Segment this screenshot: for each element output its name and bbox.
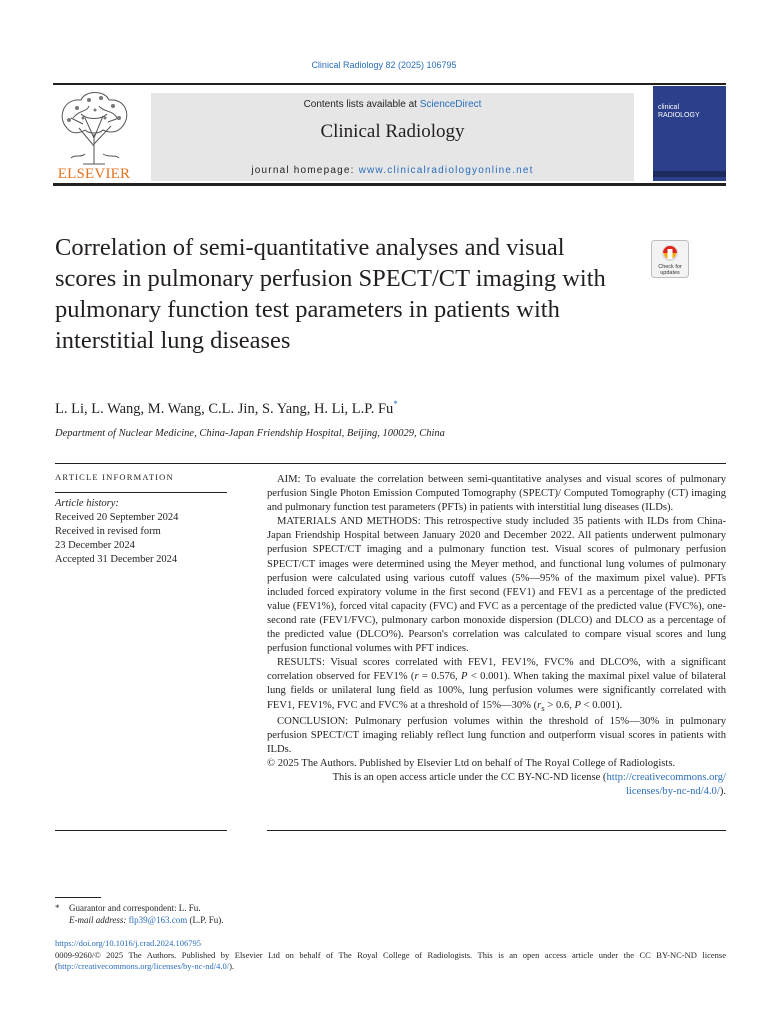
- header-top-rule: [53, 83, 726, 85]
- abstract: [267, 473, 726, 799]
- footnote-text: Guarantor and correspondent: L. Fu.: [69, 903, 201, 913]
- footnote-guarantor: [55, 902, 223, 914]
- history-received: Received 20 September 2024: [55, 512, 179, 523]
- sciencedirect-link[interactable]: ScienceDirect: [419, 99, 482, 110]
- abstract-methods: MATERIALS AND METHODS: This retrospective study included 35 patients with ILDs from China-Japan Friendship Hospital between January 2020 and December 2022. All patients underwent pulmonary perfusion SPECT/CT imaging and a pulmonary function test. Visual scores of pulmonary perfusion SPECT/CT images were determined using the Meyer method, and functional lung volumes of pulmonary perfusion were calculated using various cutoff values (5%—95% of the maximum pixel value). PFTs included forced expiratory volume in the first second (FEV1) and FEV1 as a percentage of the predicted value (FEV1%), forced vital capacity (FVC) and FVC as a percentage of the predicted value (FVC%), one-second rate (FEV1/FVC), pulmonary carbon monoxide dispersion (DLCO) and DLCO as a percentage of the predicted value (DLCO%). Pearson's correlation was calculated to compare visual scores and lung perfusion functional volumes with PFT indices.: [267, 516, 726, 655]
- email-suffix: (L.P. Fu).: [187, 915, 224, 925]
- elsevier-wordmark: ELSEVIER: [57, 166, 131, 182]
- results-r-symbol: r: [414, 671, 419, 683]
- contents-prefix: Contents lists available at: [303, 99, 420, 110]
- journal-header: [53, 86, 726, 182]
- homepage-prefix: journal homepage:: [251, 165, 359, 176]
- history-accepted: Accepted 31 December 2024: [55, 554, 178, 565]
- contents-available-line: [151, 99, 634, 110]
- article-info-bottom-rule: [55, 830, 227, 831]
- crossmark-line-1: Check for: [658, 264, 682, 270]
- author-names: L. Li, L. Wang, M. Wang, C.L. Jin, S. Yang, H. Li, L.P. Fu: [55, 400, 394, 417]
- license-suffix: ).: [719, 786, 726, 798]
- author-affiliation: Department of Nuclear Medicine, China-Japan Friendship Hospital, Beijing, 100029, China: [55, 428, 445, 439]
- header-bottom-rule: [53, 183, 726, 186]
- cover-line-2: RADIOLOGY: [658, 112, 700, 119]
- journal-name: Clinical Radiology: [320, 121, 465, 142]
- history-revised-label: Received in revised form: [55, 526, 161, 537]
- results-text-2: = 0.576,: [418, 671, 462, 683]
- article-history-label: Article history:: [55, 498, 119, 509]
- results-text-1: RESULTS: Visual scores correlated with FEV1, FEV1%, FVC% and DLCO%, with a significant correlation observed for FEV1% (: [267, 657, 726, 683]
- footnote-email: [55, 914, 223, 926]
- crossmark-line-2: updates: [660, 270, 680, 276]
- results-rs-subscript: s: [541, 702, 545, 713]
- issn-copyright-text: 0009-9260/© 2025 The Authors. Published by Elsevier Ltd on behalf of The Royal College of Radiologists. This is an open access article under the CC BY-NC-ND license (: [55, 950, 726, 971]
- article-title: Correlation of semi-quantitative analyses and visual scores in pulmonary perfusion SPECT/CT imaging with pulmonary function test parameters in patients with interstitial lung diseases: [55, 234, 606, 354]
- abstract-aim: AIM: To evaluate the correlation between semi-quantitative analyses and visual scores of pulmonary perfusion Single Photon Emission Computed Tomography (SPECT)/ Computed Tomography (CT) imaging and pulmonary function test parameters (PFTs) in patients with interstitial lung diseases (ILDs).: [267, 474, 726, 514]
- license-link-part-1[interactable]: http://creativecommons.org/: [606, 772, 726, 784]
- author-list: [55, 399, 398, 418]
- issn-copyright-notice: [55, 950, 726, 972]
- journal-masthead: [151, 93, 634, 181]
- email-label: E-mail address:: [69, 915, 129, 925]
- abstract-bottom-rule: [267, 830, 726, 831]
- corresponding-author-footnote: [55, 902, 223, 926]
- results-rs-symbol: r: [537, 699, 542, 711]
- results-p-symbol-2: P: [574, 699, 581, 711]
- abstract-conclusion: CONCLUSION: Pulmonary perfusion volumes within the threshold of 15%—30% in pulmonary perfusion SPECT/CT imaging reliably reflect lung function and outperform visual scores in patients with ILDs.: [267, 715, 726, 755]
- footnote-rule: [55, 897, 101, 898]
- journal-citation[interactable]: Clinical Radiology 82 (2025) 106795: [311, 60, 457, 70]
- article-info-separator: [55, 492, 227, 493]
- email-link[interactable]: flp39@163.com: [128, 915, 188, 925]
- article-info-top-rule: [55, 463, 726, 464]
- abstract-copyright: © 2025 The Authors. Published by Elsevier Ltd on behalf of The Royal College of Radiologists.: [267, 757, 676, 769]
- doi-link[interactable]: https://doi.org/10.1016/j.crad.2024.106795: [55, 938, 201, 948]
- results-p-symbol-1: P: [461, 671, 468, 683]
- corresponding-author-mark[interactable]: *: [393, 399, 398, 409]
- abstract-license: [267, 771, 726, 799]
- journal-homepage-link[interactable]: www.clinicalradiologyonline.net: [358, 165, 534, 176]
- check-for-updates-icon[interactable]: [651, 240, 689, 278]
- cover-stripe: [653, 171, 726, 177]
- license-prefix: This is an open access article under the CC BY-NC-ND license (: [332, 772, 607, 784]
- article-info-heading: ARTICLE INFORMATION: [55, 472, 174, 482]
- issn-license-link[interactable]: http://creativecommons.org/licenses/by-nc-nd/4.0/: [57, 961, 230, 971]
- footnote-mark: *: [55, 903, 60, 913]
- journal-homepage-line: [151, 165, 634, 176]
- article-info-column: [55, 472, 227, 567]
- results-text-5: < 0.001).: [580, 699, 623, 711]
- abstract-results: [267, 656, 726, 714]
- license-link-part-2[interactable]: licenses/by-nc-nd/4.0/: [625, 786, 720, 798]
- results-text-4: > 0.6,: [544, 699, 575, 711]
- cover-line-1: clinical: [658, 104, 680, 111]
- journal-cover-thumbnail[interactable]: [653, 86, 726, 181]
- history-revised-date: 23 December 2024: [55, 540, 135, 551]
- cover-title: [658, 104, 700, 120]
- issn-suffix: ).: [229, 961, 235, 971]
- results-text-3: < 0.001). When taking the maximal pixel value of bilateral lung fields or unilateral lung field as 100%, lung perfusion volumes were significantly correlated with FEV1, FEV1%, FVC and FVC% at a threshold of 15%—30% (: [267, 671, 727, 711]
